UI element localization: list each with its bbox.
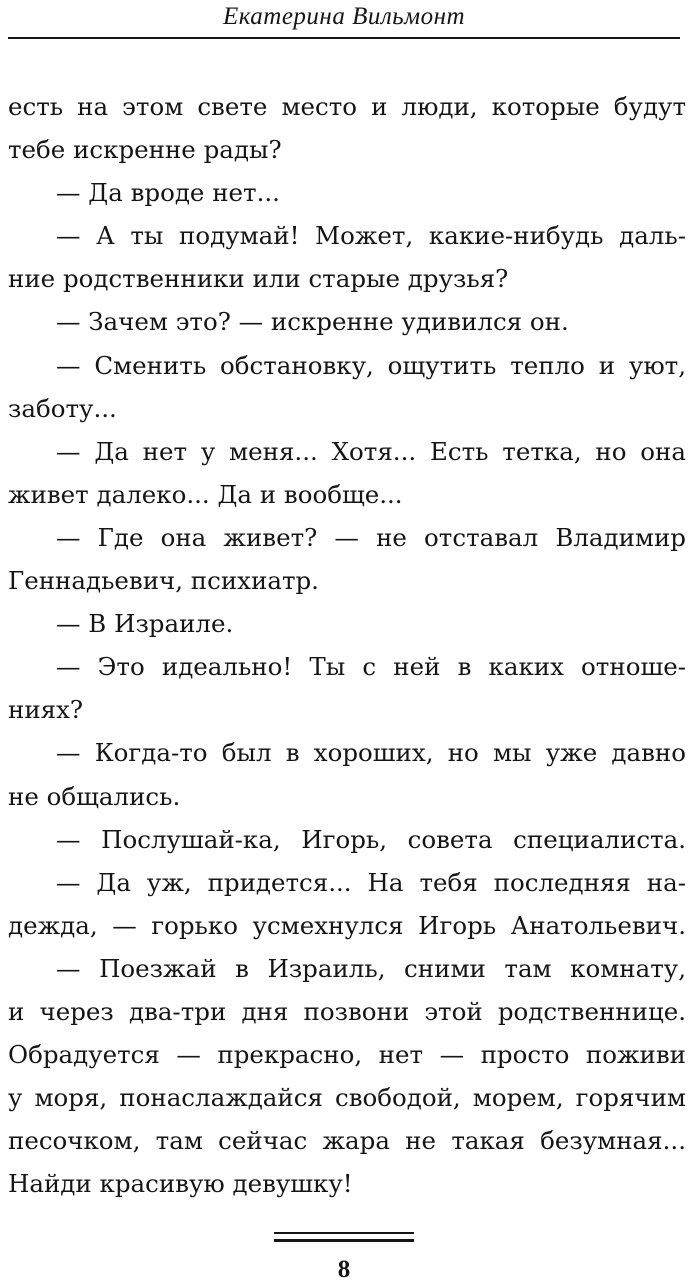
footer-rule-thin [274,1232,414,1234]
text-line: — Где она живет? — не отставал Владимир [56,522,686,552]
text-line: Геннадьевич, психиатр. [8,566,319,596]
header-rule [8,37,680,39]
text-line: песочком, там сейчас жара не такая безумная... [8,1126,686,1156]
running-head-author: Екатерина Вильмонт [222,3,466,30]
text-line: — Послушай-ка, Игорь, совета специалиста. [56,824,686,854]
text-line: — В Израиле. [56,609,234,639]
text-line: у моря, понаслаждайся свободой, морем, горячим [8,1083,686,1113]
text-line: — Поезжай в Израиль, сними там комнату, [56,953,686,983]
body-text [8,85,686,1205]
text-line: — Да вроде нет... [56,178,280,208]
text-line: тебе искренне рады? [8,135,282,165]
text-line: Найди красивую девушку! [8,1169,353,1199]
text-line: — Да уж, придется... На тебя последняя на- [56,867,686,897]
text-line: ние родственники или старые друзья? [8,264,509,294]
footer-rule-thick [274,1239,414,1242]
text-line: дежда, — горько усмехнулся Игорь Анатольевич. [8,910,686,940]
text-line: — Это идеально! Ты с ней в каких отноше- [56,652,686,682]
text-line: живет далеко... Да и вообще... [8,479,403,509]
text-line: и через два-три дня позвони этой родственнице. [8,996,686,1026]
text-line: — Зачем это? — искренне удивился он. [56,307,569,337]
text-line: есть на этом свете место и люди, которые будут [8,92,686,121]
text-line: — А ты подумай! Может, какие-нибудь даль- [56,221,686,251]
text-line: заботу... [8,393,117,423]
text-line: Обрадуется — прекрасно, нет — просто поживи [8,1040,686,1070]
text-line: — Да нет у меня... Хотя... Есть тетка, но она [56,436,686,466]
text-line: не общались. [8,781,181,811]
text-line: — Сменить обстановку, ощутить тепло и уют, [56,350,686,380]
text-line: ниях? [8,695,84,725]
text-line: — Когда-то был в хороших, но мы уже давно [56,738,686,768]
page-number: 8 [337,1256,351,1283]
